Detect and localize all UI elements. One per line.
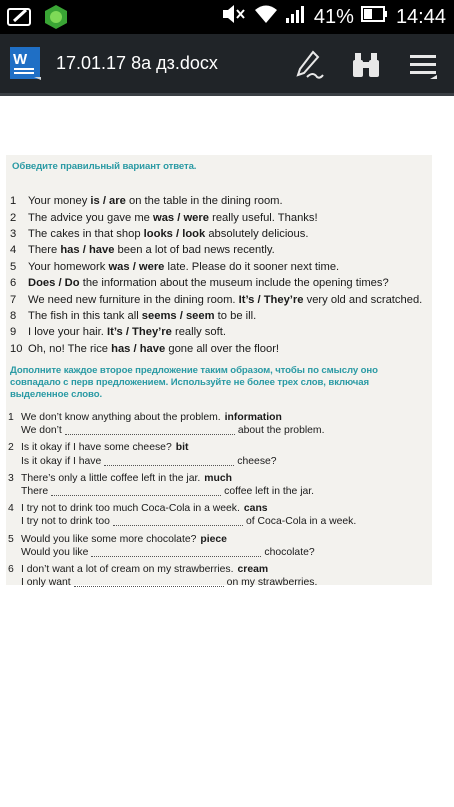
source-sentence (8, 472, 428, 485)
item-number: 1 (10, 195, 17, 208)
sentence-end: on my strawberries. (226, 577, 318, 589)
exercise2-item (8, 441, 428, 467)
sentence-end: of Coca-Cola in a week. (245, 516, 357, 528)
item-number: 9 (10, 326, 17, 339)
menu-icon[interactable] (406, 48, 440, 82)
item-number: 3 (10, 227, 17, 240)
item-number: 2 (10, 211, 17, 224)
gap-sentence (8, 546, 428, 559)
document-title: 17.01.17 8а дз.docx (56, 53, 218, 73)
sentence-text: I try not to drink too much Coca-Cola in a week. (21, 503, 240, 515)
mute-icon (221, 3, 247, 31)
item-number: 5 (10, 260, 17, 273)
exercise1-item (10, 291, 430, 307)
answer-gap[interactable] (104, 457, 234, 466)
sentence-text: Is it okay if I have some cheese? (21, 442, 172, 454)
sentence-start: There (21, 486, 49, 498)
sentence-end: coffee left in the jar. (224, 486, 315, 498)
gap-sentence (8, 515, 428, 528)
answer-choices[interactable]: It’s / They’re (106, 326, 172, 339)
sentence-end: cheese? (237, 455, 277, 467)
exercise2-heading: Дополните каждое второе предложение таким образом, чтобы по смыслу оно совпадало с перв предложением. Используйте не более трех слов, включая выделенное слово. (10, 365, 378, 400)
answer-gap[interactable] (51, 487, 221, 496)
item-text: been a lot of bad news recently. (114, 244, 275, 257)
item-text: The cakes in that shop (28, 227, 144, 240)
word-doc-icon[interactable] (10, 47, 42, 81)
exercise1-item (10, 209, 430, 225)
source-sentence (8, 411, 428, 424)
exercise1-item (10, 308, 430, 324)
source-sentence (8, 533, 428, 546)
item-text: There (28, 244, 61, 257)
wifi-icon (254, 4, 278, 30)
exercise1-item (10, 341, 430, 357)
item-number: 4 (10, 244, 17, 257)
sentence-text: Would you like some more chocolate? (21, 533, 197, 545)
sentence-end: chocolate? (264, 546, 315, 558)
battery-icon (361, 5, 389, 29)
answer-choices[interactable]: is / are (90, 195, 126, 208)
clock: 14:44 (395, 5, 446, 28)
android-icon (42, 4, 70, 30)
answer-choices[interactable]: looks / look (143, 227, 206, 240)
item-number: 3 (8, 472, 14, 484)
exercise1-heading: Обведите правильный вариант ответа. (12, 161, 197, 172)
item-number: 6 (8, 563, 14, 575)
answer-choices[interactable]: Does / Do (28, 277, 80, 290)
exercise1-item (10, 226, 430, 242)
sentence-text: We don’t know anything about the problem. (21, 412, 221, 424)
answer-choices[interactable]: seems / seem (141, 309, 215, 322)
svg-text:W: W (13, 51, 28, 68)
keyword: cans (243, 503, 268, 515)
battery-percent: 41% (313, 5, 354, 28)
item-text: to be ill. (214, 309, 257, 322)
item-number: 2 (8, 442, 14, 454)
item-number: 4 (8, 503, 14, 515)
item-text: Oh, no! The rice (28, 342, 112, 355)
sentence-start: Is it okay if I have (21, 455, 102, 467)
item-number: 8 (10, 309, 17, 322)
exercise2-item (8, 472, 428, 498)
exercise2-item (8, 502, 428, 528)
answer-gap[interactable] (91, 548, 261, 557)
item-text: gone all over the floor! (165, 342, 280, 355)
sentence-text: I don’t want a lot of cream on my strawberries. (21, 563, 234, 575)
keyword: piece (200, 533, 227, 545)
edit-icon (6, 4, 34, 30)
item-text: We need new furniture in the dining room. (28, 293, 239, 306)
sentence-text: There’s only a little coffee left in the jar. (21, 472, 201, 484)
sentence-start: We don’t (21, 425, 62, 437)
exercise2-item (8, 533, 428, 559)
answer-gap[interactable] (65, 426, 235, 435)
keyword: information (224, 412, 282, 424)
item-text: The advice you gave me (28, 211, 153, 224)
exercise1-list (10, 193, 430, 357)
signal-icon (285, 4, 307, 30)
item-text: very old and scratched. (303, 293, 423, 306)
item-text: The fish in this tank all (28, 309, 142, 322)
item-number: 6 (10, 277, 17, 290)
item-text: Your money (28, 195, 91, 208)
status-bar (0, 0, 454, 34)
answer-choices[interactable]: was / were (108, 260, 165, 273)
exercise2-item (8, 563, 428, 589)
sentence-start: Would you like (21, 546, 89, 558)
keyword: cream (237, 563, 269, 575)
answer-gap[interactable] (74, 578, 224, 587)
item-number: 5 (8, 533, 14, 545)
pen-icon[interactable] (292, 48, 326, 82)
document-content[interactable] (0, 97, 454, 807)
app-bar (0, 34, 454, 96)
exercise1-item (10, 275, 430, 291)
exercise1-item (10, 324, 430, 340)
answer-choices[interactable]: has / have (111, 342, 166, 355)
source-sentence (8, 563, 428, 576)
answer-choices[interactable]: was / were (153, 211, 209, 224)
item-number: 10 (10, 342, 23, 355)
exercise2-item (8, 411, 428, 437)
gap-sentence (8, 485, 428, 498)
item-text: the information about the museum include the opening times? (79, 277, 389, 290)
source-sentence (8, 502, 428, 515)
exercise1-item (10, 242, 430, 258)
source-sentence (8, 441, 428, 454)
binoculars-icon[interactable] (349, 48, 383, 82)
keyword: bit (175, 442, 189, 454)
sentence-start: I try not to drink too (21, 516, 110, 528)
item-number: 7 (10, 293, 17, 306)
item-text: Your homework (28, 260, 109, 273)
keyword: much (204, 472, 232, 484)
item-text: absolutely delicious. (205, 227, 309, 240)
item-text: on the table in the dining room. (125, 195, 283, 208)
exercise1-item (10, 259, 430, 275)
item-text: really useful. Thanks! (208, 211, 318, 224)
sentence-end: about the problem. (237, 425, 325, 437)
gap-sentence (8, 424, 428, 437)
exercise2-section (6, 363, 432, 589)
answer-choices[interactable]: has / have (60, 244, 115, 257)
item-text: late. Please do it sooner next time. (164, 260, 340, 273)
document-page (6, 155, 432, 589)
answer-gap[interactable] (113, 517, 243, 526)
exercise1-item (10, 193, 430, 209)
gap-sentence (8, 455, 428, 468)
sentence-start: I only want (21, 577, 71, 589)
item-text: I love your hair. (28, 326, 107, 339)
answer-choices[interactable]: It’s / They’re (238, 293, 304, 306)
exercise2-list (8, 411, 428, 593)
item-text: really soft. (171, 326, 226, 339)
gap-sentence (8, 576, 428, 589)
item-number: 1 (8, 412, 14, 424)
